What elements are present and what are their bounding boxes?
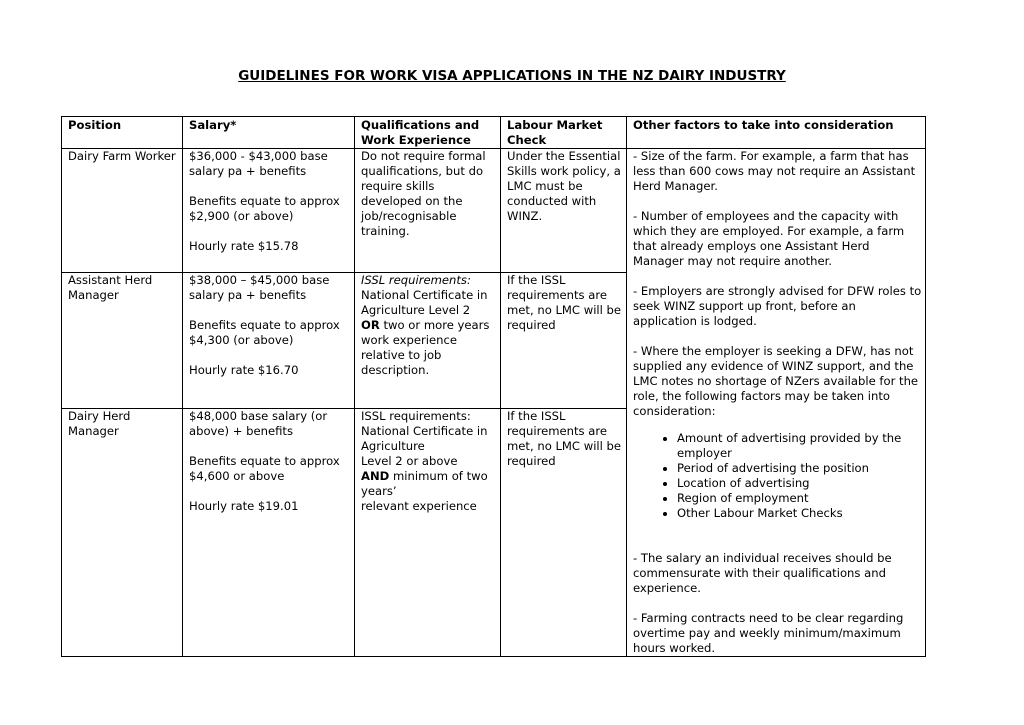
or-keyword: OR (361, 318, 380, 333)
header-row (62, 117, 926, 149)
header-labour-market-check: Labour Market Check (501, 117, 627, 149)
qualifications-cell (355, 408, 501, 656)
qualification-alternative: two or more years work experience relative to job description. (361, 318, 490, 378)
header-qualifications: Qualifications and Work Experience (355, 117, 501, 149)
header-position: Position (62, 117, 183, 149)
salary-benefits: Benefits equate to approx $2,900 (or above) (189, 194, 340, 223)
salary-benefits: Benefits equate to approx $4,300 (or above) (189, 318, 340, 348)
list-item: • Period of advertising the position (677, 461, 922, 476)
lmc-cell: If the ISSL requirements are met, no LMC will be required (501, 273, 627, 408)
lmc-cell: If the ISSL requirements are met, no LMC will be required (501, 408, 627, 656)
qualifications-cell: Do not require formal qualifications, but do require skills developed on the job/recognisable training. (355, 149, 501, 273)
and-keyword: AND (361, 468, 390, 483)
table-row (62, 149, 926, 273)
qualification-line: National Certificate in Agriculture Level 2 (361, 288, 488, 318)
position-cell: Assistant Herd Manager (62, 273, 183, 408)
header-salary: Salary* (183, 117, 355, 149)
list-item: • Region of employment (677, 491, 922, 506)
salary-hourly: Hourly rate $16.70 (189, 363, 299, 378)
salary-cell (183, 273, 355, 408)
list-item: • Other Labour Market Checks (677, 506, 922, 521)
salary-base: $38,000 – $45,000 base salary pa + benefits (189, 273, 330, 303)
position-cell: Dairy Herd Manager (62, 408, 183, 656)
other-factor-paragraph: - Employers are strongly advised for DFW roles to seek WINZ support up front, before an application is lodged. (633, 284, 922, 328)
lmc-cell: Under the Essential Skills work policy, a LMC must be conducted with WINZ. (501, 149, 627, 273)
other-factor-paragraph: - Size of the farm. For example, a farm that has less than 600 cows may not require an Assistant Herd Manager. (633, 149, 916, 193)
other-factor-paragraph: - Number of employees and the capacity with which they are employed. For example, a farm that already employs one Assistant Herd Manager may not require another. (633, 209, 905, 268)
salary-hourly: Hourly rate $15.78 (189, 239, 299, 253)
qualification-extra: minimum of two years’ (361, 468, 488, 498)
guidelines-table (61, 116, 926, 657)
salary-hourly: Hourly rate $19.01 (189, 498, 299, 513)
position-cell: Dairy Farm Worker (62, 149, 183, 273)
other-factor-paragraph: - Farming contracts need to be clear regarding overtime pay and weekly minimum/maximum hours worked. (633, 611, 904, 655)
list-item: • Location of advertising (677, 476, 922, 491)
salary-cell (183, 149, 355, 273)
factor-list (633, 431, 922, 521)
qualifications-cell (355, 273, 501, 408)
salary-benefits: Benefits equate to approx $4,600 or above (189, 453, 340, 483)
issl-label: ISSL requirements: (361, 408, 471, 423)
qualification-line: relevant experience (361, 498, 477, 513)
salary-base: $48,000 base salary (or above) + benefits (189, 408, 328, 438)
header-other-factors: Other factors to take into consideration (627, 117, 926, 149)
list-item: • Amount of advertising provided by the employer (677, 431, 922, 461)
qualification-line: Level 2 or above (361, 453, 458, 468)
salary-cell (183, 408, 355, 656)
issl-label: ISSL requirements: (361, 273, 471, 288)
qualification-line: National Certificate in Agriculture (361, 423, 488, 453)
other-factor-paragraph: - The salary an individual receives should be commensurate with their qualifications and experience. (633, 551, 892, 595)
document-title: GUIDELINES FOR WORK VISA APPLICATIONS IN THE NZ DAIRY INDUSTRY (238, 68, 786, 84)
salary-base: $36,000 - $43,000 base salary pa + benefits (189, 149, 328, 178)
other-factor-paragraph: - Where the employer is seeking a DFW, has not supplied any evidence of WINZ support, and the LMC notes no shortage of NZers available for the role, the following factors may be taken into consideration: (633, 344, 919, 418)
other-factors-cell (627, 149, 926, 657)
